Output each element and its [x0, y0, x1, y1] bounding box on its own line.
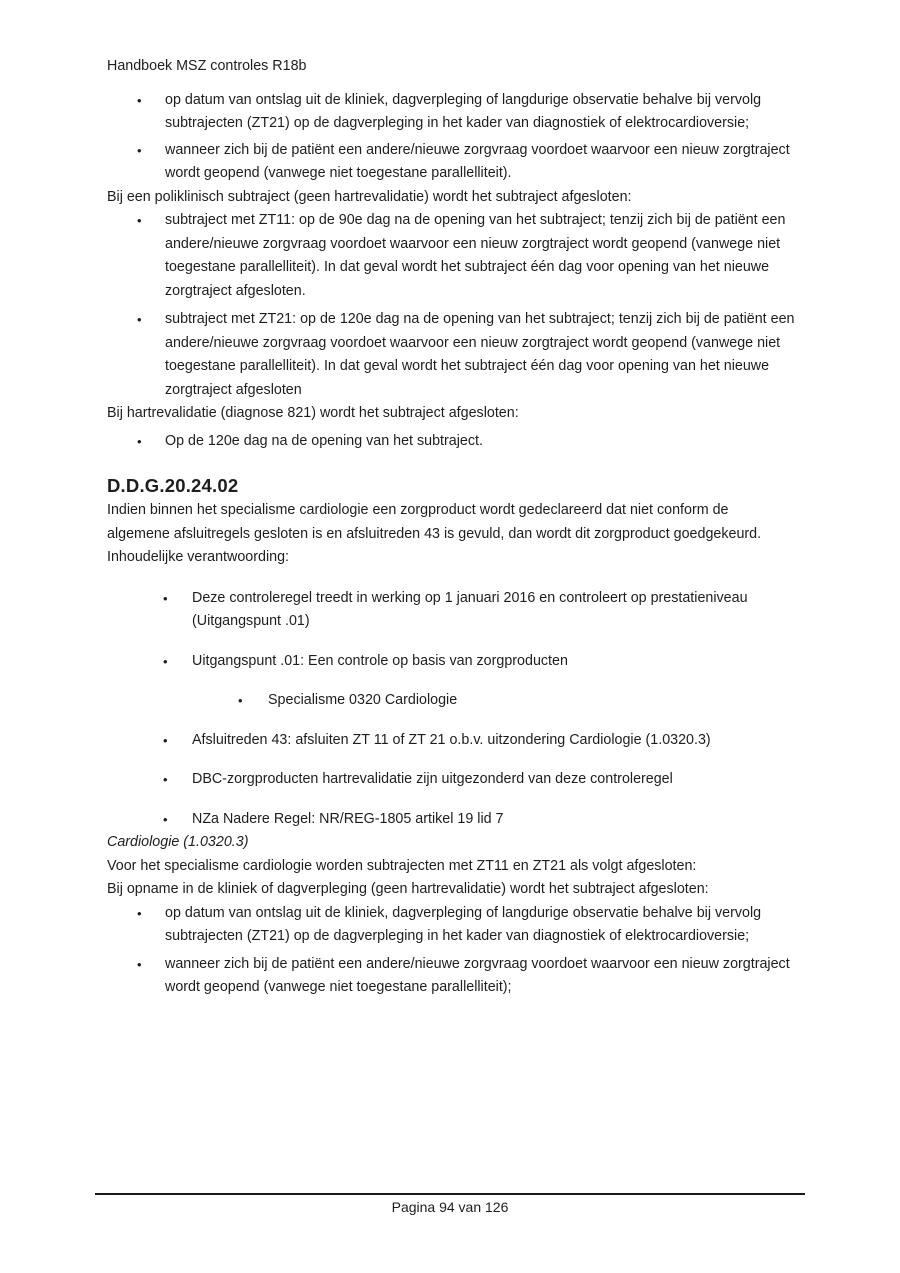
bullet-icon: •	[163, 772, 168, 787]
bullet-icon: •	[137, 956, 142, 972]
list-item	[107, 308, 795, 402]
list-item	[107, 729, 795, 753]
list-item	[107, 430, 795, 454]
bullet-icon: •	[163, 590, 168, 606]
hartrevalidatie-intro: Bij hartrevalidatie (diagnose 821) wordt het subtraject afgesloten:	[107, 405, 519, 421]
list-item-text: NZa Nadere Regel: NR/REG-1805 artikel 19 lid 7	[192, 810, 504, 827]
bullet-icon: •	[137, 92, 142, 108]
list-item-text: Uitgangspunt .01: Een controle op basis van zorgproducten	[192, 652, 568, 669]
list-subitem	[107, 689, 795, 713]
list-item	[107, 89, 795, 136]
document-title: Handboek MSZ controles R18b	[107, 58, 307, 74]
list-item-text: subtraject met ZT11: op de 90e dag na de opening van het subtraject; tenzij zich bij de patiënt een andere/nieuwe zorgvraag voordoet waarvoor een nieuw zorgtraject wordt geopend (vanwege niet toegestane parallelliteit). In dat geval wordt het subtraject één dag voor opening van het nieuwe zorgtraject afgesloten.	[165, 212, 786, 299]
list-item-text: DBC-zorgproducten hartrevalidatie zijn uitgezonderd van deze controleregel	[192, 771, 673, 787]
rule-body-text: Indien binnen het specialisme cardiologie een zorgproduct wordt gedeclareerd dat niet conform de algemene afsluitregels gesloten is en afsluitreden 43 is gevuld, dan wordt dit zorgproduct goedgekeurd.	[107, 502, 762, 542]
bullet-icon: •	[163, 811, 168, 827]
list-item	[107, 953, 795, 1000]
list-item-text: Deze controleregel treedt in werking op 1 januari 2016 en controleert op prestatieniveau (Uitgangspunt .01)	[192, 589, 748, 629]
list-item	[107, 139, 795, 186]
list-item-text: Specialisme 0320 Cardiologie	[268, 692, 458, 708]
verantwoording-list	[107, 587, 795, 832]
list-item	[107, 808, 795, 832]
bullet-icon: •	[137, 142, 142, 158]
list-item	[107, 768, 795, 792]
list-item-text: Afsluitreden 43: afsluiten ZT 11 of ZT 21 o.b.v. uitzondering Cardiologie (1.0320.3)	[192, 731, 711, 748]
rule-id-heading: D.D.G.20.24.02	[107, 475, 239, 496]
cardiologie-title: Cardiologie (1.0320.3)	[107, 834, 249, 850]
footer-divider	[95, 1193, 805, 1195]
list-item-text: wanneer zich bij de patiënt een andere/nieuwe zorgvraag voordoet waarvoor een nieuw zorgtraject wordt geopend (vanwege niet toegestane parallelliteit);	[165, 955, 790, 995]
verantwoording-label: Inhoudelijke verantwoording:	[107, 549, 290, 565]
list-item	[107, 902, 795, 949]
hartrevalidatie-list	[107, 430, 795, 454]
opname-list	[107, 902, 795, 1000]
page-footer	[95, 1193, 805, 1221]
bullet-icon: •	[137, 905, 142, 921]
opname-intro: Bij opname in de kliniek of dagverpleging (geen hartrevalidatie) wordt het subtraject afgesloten:	[107, 881, 709, 897]
bullet-icon: •	[137, 433, 142, 449]
list-item-text: wanneer zich bij de patiënt een andere/nieuwe zorgvraag voordoet waarvoor een nieuw zorgtraject wordt geopend (vanwege niet toegestane parallelliteit).	[165, 141, 790, 181]
list-item	[107, 650, 795, 674]
bullet-icon: •	[137, 312, 142, 327]
page-number: Pagina 94 van 126	[391, 1199, 509, 1215]
list-item-text: subtraject met ZT21: op de 120e dag na de opening van het subtraject; tenzij zich bij de patiënt een andere/nieuwe zorgvraag voordoet waarvoor een nieuw zorgtraject wordt geopend (vanwege niet toegestane parallelliteit). In dat geval wordt het subtraject één dag voor opening van het nieuwe zorgtraject afgesloten	[165, 311, 795, 398]
bullet-icon: •	[137, 213, 142, 228]
list-item-text: op datum van ontslag uit de kliniek, dagverpleging of langdurige observatie behalve bij vervolg subtrajecten (ZT21) op de dagverpleging in het kader van diagnostiek of elektrocardioversie;	[165, 904, 762, 944]
list-item	[107, 209, 795, 303]
bullet-icon: •	[163, 653, 168, 669]
bullet-icon: •	[163, 732, 168, 748]
list-item-text: op datum van ontslag uit de kliniek, dagverpleging of langdurige observatie behalve bij vervolg subtrajecten (ZT21) op de dagverpleging in het kader van diagnostiek of elektrocardioversie;	[165, 91, 762, 131]
poliklinisch-intro: Bij een poliklinisch subtraject (geen hartrevalidatie) wordt het subtraject afgesloten:	[107, 188, 632, 205]
list-item-text: Op de 120e dag na de opening van het subtraject.	[165, 432, 483, 449]
bullet-icon: •	[238, 693, 243, 708]
cardiologie-intro: Voor het specialisme cardiologie worden subtrajecten met ZT11 en ZT21 als volgt afgesloten:	[107, 857, 697, 874]
list-item	[107, 587, 795, 634]
intro-bullet-list	[107, 89, 795, 186]
poliklinisch-list	[107, 209, 795, 402]
